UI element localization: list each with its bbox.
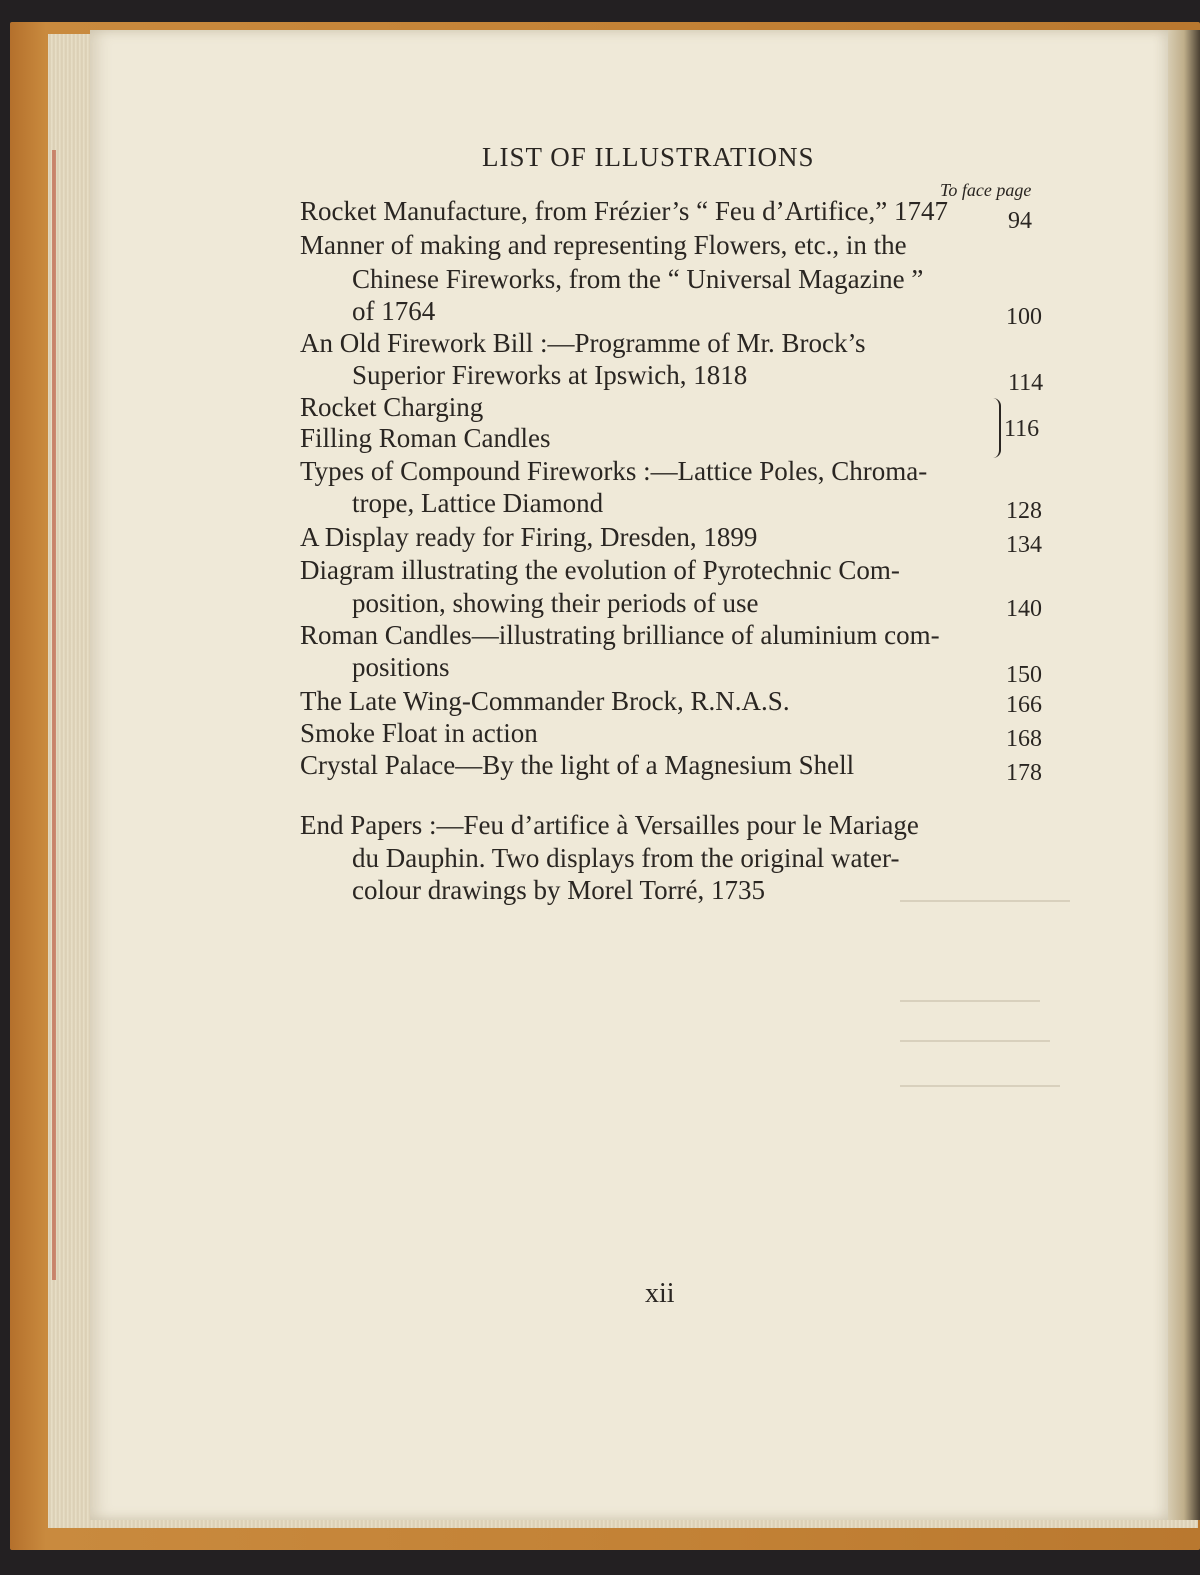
column-label: To face page xyxy=(940,180,1032,200)
bleed-through-mark xyxy=(900,900,1070,902)
end-papers-line: du Dauphin. Two displays from the original water- xyxy=(352,843,900,873)
bleed-through-mark xyxy=(900,1085,1060,1087)
page-number: 114 xyxy=(1008,370,1044,396)
page-number: 150 xyxy=(1006,662,1042,688)
entry-line: An Old Firework Bill :—Programme of Mr. Brock’s xyxy=(300,328,866,358)
entry-line: Roman Candles—illustrating brilliance of aluminium com- xyxy=(300,620,940,650)
entry-line: Filling Roman Candles xyxy=(300,423,551,453)
entry-line: A Display ready for Firing, Dresden, 1899 xyxy=(300,522,758,552)
entry-line: Crystal Palace—By the light of a Magnesium Shell xyxy=(300,750,855,780)
entry-line: Rocket Charging xyxy=(300,392,484,422)
page-number: 116 xyxy=(1004,416,1040,442)
page-number: 168 xyxy=(1006,726,1042,752)
entry-line: Types of Compound Fireworks :—Lattice Poles, Chroma- xyxy=(300,456,928,486)
page-number: 140 xyxy=(1006,596,1042,622)
entry-line: Chinese Fireworks, from the “ Universal Magazine ” xyxy=(352,264,924,294)
page-number: 166 xyxy=(1006,692,1042,718)
entry-line: trope, Lattice Diamond xyxy=(352,488,604,518)
entry-line: of 1764 xyxy=(352,296,436,326)
entry-line: Superior Fireworks at Ipswich, 1818 xyxy=(352,360,748,390)
entry-line: Rocket Manufacture, from Frézier’s “ Feu d’Artifice,” 1747 xyxy=(300,196,949,226)
page-number: 134 xyxy=(1006,532,1042,558)
entry-line: position, showing their periods of use xyxy=(352,588,759,618)
entry-line: positions xyxy=(352,652,450,682)
bleed-through-mark xyxy=(900,1000,1040,1002)
page-number: 100 xyxy=(1006,304,1042,330)
entry-line: Diagram illustrating the evolution of Pyrotechnic Com- xyxy=(300,555,900,585)
book-gutter xyxy=(1168,30,1200,1520)
entry-line: Smoke Float in action xyxy=(300,718,538,748)
end-papers-line: End Papers :—Feu d’artifice à Versailles pour le Mariage xyxy=(300,810,919,840)
end-papers-line: colour drawings by Morel Torré, 1735 xyxy=(352,875,766,905)
page-number: 128 xyxy=(1006,498,1042,524)
brace-bracket xyxy=(993,398,1001,458)
red-page-edge xyxy=(52,150,56,1280)
page-number: 178 xyxy=(1006,760,1042,786)
entry-line: Manner of making and representing Flowers, etc., in the xyxy=(300,230,907,260)
page-folio: xii xyxy=(645,1278,675,1309)
page-title: LIST OF ILLUSTRATIONS xyxy=(482,142,815,172)
page-number: 94 xyxy=(1008,208,1032,234)
entry-line: The Late Wing-Commander Brock, R.N.A.S. xyxy=(300,686,790,716)
bleed-through-mark xyxy=(900,1040,1050,1042)
